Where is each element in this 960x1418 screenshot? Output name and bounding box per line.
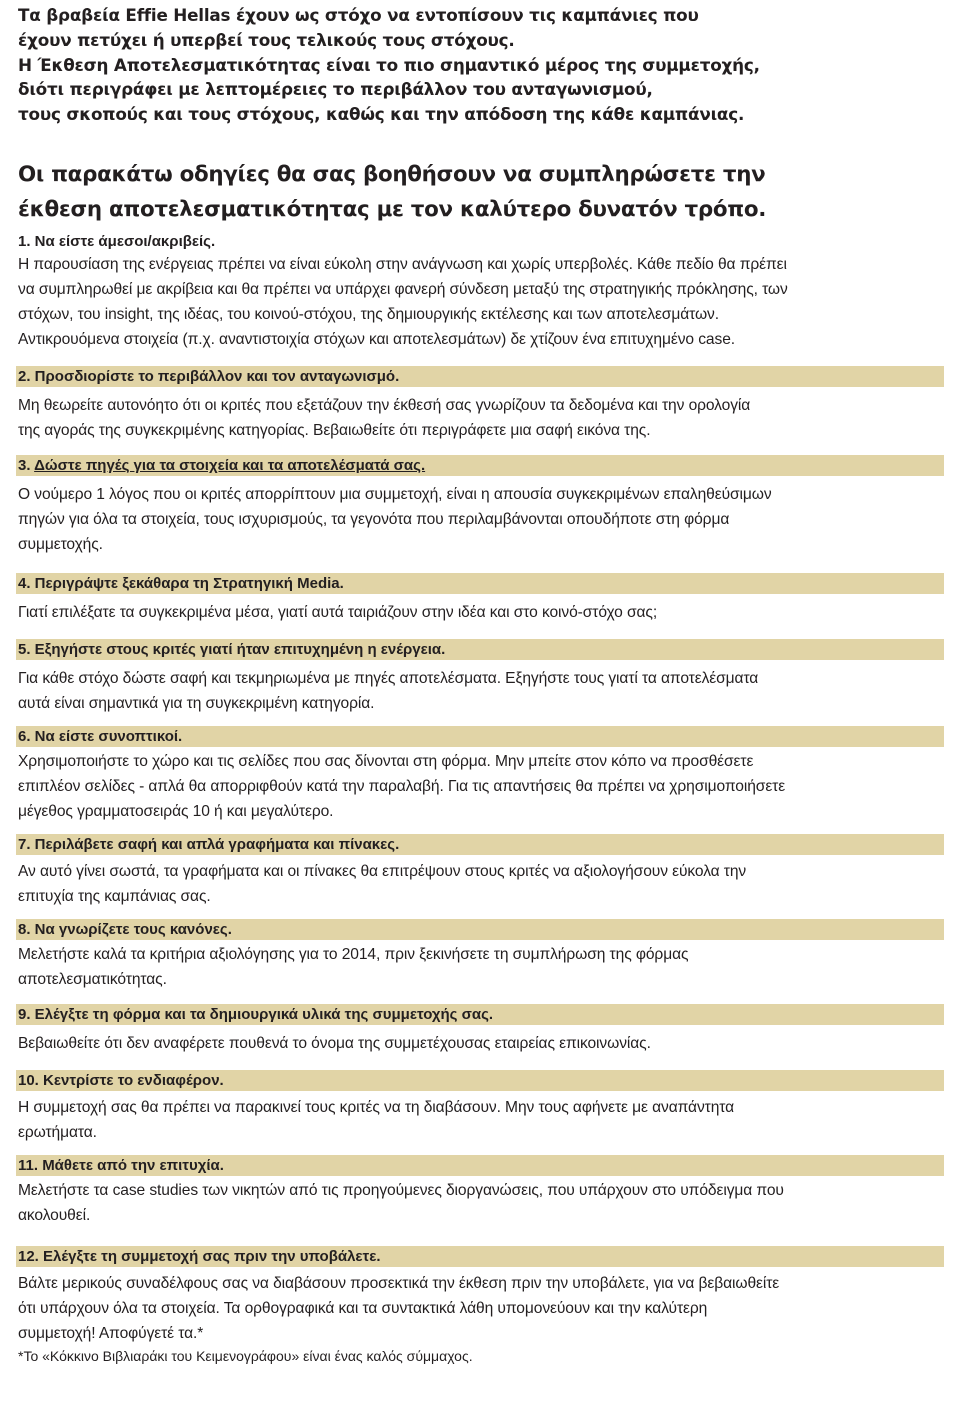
section-10 — [18, 1070, 944, 1145]
body-line: ακολουθεί. — [18, 1206, 91, 1224]
guidelines-heading — [18, 157, 944, 227]
section-12 — [18, 1246, 944, 1346]
body-line: αποτελεσματικότητας. — [18, 970, 167, 988]
section-body — [18, 1095, 944, 1145]
section-body — [18, 252, 944, 352]
body-line: Γιατί επιλέξατε τα συγκεκριμένα μέσα, γιατί αυτά ταιριάζουν στην ιδέα και στο κοινό-στόχο σας; — [18, 603, 658, 621]
section-4 — [18, 573, 944, 625]
body-line: Βάλτε μερικούς συναδέλφους σας να διαβάσουν προσεκτικά την έκθεση πριν την υποβάλετε, για να βεβαιωθείτε — [18, 1274, 780, 1292]
intro-line: Τα βραβεία Effie Hellas έχουν ως στόχο να εντοπίσουν τις καμπάνιες που — [18, 5, 699, 25]
body-line: Αντικρουόμενα στοιχεία (π.χ. αναντιστοιχία στόχων και αποτελεσμάτων) δε χτίζουν ένα επιτυχημένο case. — [18, 330, 736, 348]
section-body — [18, 942, 944, 992]
section-title: 4. Περιγράψτε ξεκάθαρα τη Στρατηγική Media. — [16, 573, 944, 594]
body-line: να συμπληρωθεί με ακρίβεια και θα πρέπει να υπάρχει φανερή σύνδεση μεταξύ της στρατηγικής πρόκλησης, των — [18, 280, 788, 298]
section-body — [18, 1031, 944, 1056]
intro-line: έχουν πετύχει ή υπερβεί τους τελικούς τους στόχους. — [18, 29, 515, 50]
body-line: ότι υπάρχουν όλα τα στοιχεία. Τα ορθογραφικά και τα συντακτικά λάθη υπομονεύουν και την καλύτερη — [18, 1299, 708, 1317]
body-line: Μελετήστε τα case studies των νικητών από τις προηγούμενες διοργανώσεις, που υπάρχουν στο υπόδειγμα που — [18, 1181, 784, 1199]
section-body — [18, 482, 944, 557]
section-7 — [18, 834, 944, 909]
section-title: 9. Ελέγξτε τη φόρμα και τα δημιουργικά υλικά της συμμετοχής σας. — [16, 1004, 944, 1025]
body-line: Μελετήστε καλά τα κριτήρια αξιολόγησης για το 2014, πριν ξεκινήσετε τη συμπλήρωση της φόρμας — [18, 945, 689, 963]
heading-line: Οι παρακάτω οδηγίες θα σας βοηθήσουν να συμπληρώσετε την — [18, 161, 766, 187]
body-line: Αν αυτό γίνει σωστά, τα γραφήματα και οι πίνακες θα επιτρέψουν στους κριτές να αξιολογήσουν εύκολα την — [18, 862, 747, 880]
body-line: ερωτήματα. — [18, 1123, 97, 1141]
section-3 — [18, 455, 944, 557]
section-title: 2. Προσδιορίστε το περιβάλλον και τον ανταγωνισμό. — [16, 366, 944, 387]
heading-line: έκθεση αποτελεσματικότητας με τον καλύτερο δυνατόν τρόπο. — [18, 196, 767, 222]
section-title: 11. Μάθετε από την επιτυχία. — [16, 1155, 944, 1176]
body-line: Η παρουσίαση της ενέργειας πρέπει να είναι εύκολη στην ανάγνωση και χωρίς υπερβολές. Κάθε πεδίο θα πρέπει — [18, 255, 787, 273]
intro-line: Η Έκθεση Αποτελεσματικότητας είναι το πιο σημαντικό μέρος της συμμετοχής, — [18, 54, 760, 75]
section-body — [18, 666, 944, 716]
document-page — [18, 0, 944, 1366]
body-line: επιπλέον σελίδες - απλά θα απορριφθούν κατά την παραλαβή. Για τις απαντήσεις θα πρέπει να χρησιμοποιήσετε — [18, 777, 786, 795]
section-8 — [18, 919, 944, 992]
section-title: 1. Να είστε άμεσοι/ακριβείς. — [18, 232, 216, 250]
intro-line: διότι περιγράφει με λεπτομέρειες το περιβάλλον του ανταγωνισμού, — [18, 79, 653, 100]
section-title: 6. Να είστε συνοπτικοί. — [16, 726, 944, 747]
body-line: πηγών για όλα τα στοιχεία, τους ισχυρισμούς, τα γεγονότα που περιλαμβάνονται οπουδήποτε στη φόρμα — [18, 510, 730, 528]
section-body — [18, 1178, 944, 1228]
section-9 — [18, 1004, 944, 1056]
section-2 — [18, 366, 944, 443]
body-line: συμμετοχή! Αποφύγετέ τα.* — [18, 1324, 204, 1342]
body-line: Χρησιμοποιήστε το χώρο και τις σελίδες που σας δίνονται στη φόρμα. Μην μπείτε στον κόπο να προσθέσετε — [18, 752, 754, 770]
section-title: 5. Εξηγήστε στους κριτές γιατί ήταν επιτυχημένη η ενέργεια. — [16, 639, 944, 660]
section-title-underlined: Δώστε πηγές για τα στοιχεία και τα αποτελέσματά σας. — [34, 456, 426, 474]
body-line: μέγεθος γραμματοσειράς 10 ή και μεγαλύτερο. — [18, 802, 334, 820]
intro-paragraph — [18, 0, 944, 127]
section-body — [18, 859, 944, 909]
section-5 — [18, 639, 944, 716]
section-body — [18, 600, 944, 625]
body-line: της αγοράς της συγκεκριμένης κατηγορίας. Βεβαιωθείτε ότι περιγράφετε μια σαφή εικόνα της. — [18, 421, 651, 439]
section-title — [16, 455, 944, 476]
body-line: Η συμμετοχή σας θα πρέπει να παρακινεί τους κριτές να τη διαβάσουν. Μην τους αφήνετε με αναπάντητα — [18, 1098, 735, 1116]
body-line: Βεβαιωθείτε ότι δεν αναφέρετε πουθενά το όνομα της συμμετέχουσας εταιρείας επικοινωνίας. — [18, 1034, 651, 1052]
intro-line: τους σκοπούς και τους στόχους, καθώς και την απόδοση της κάθε καμπάνιας. — [18, 104, 745, 125]
body-line: στόχων, του insight, της ιδέας, του κοινού-στόχου, της δημιουργικής εκτέλεσης και των αποτελεσμάτων. — [18, 305, 719, 323]
section-body — [18, 393, 944, 443]
section-title-prefix: 3. — [18, 456, 35, 474]
body-line: Για κάθε στόχο δώστε σαφή και τεκμηριωμένα με πηγές αποτελέσματα. Εξηγήστε τους γιατί τα αποτελέσματα — [18, 669, 759, 687]
section-title: 7. Περιλάβετε σαφή και απλά γραφήματα και πίνακες. — [16, 834, 944, 855]
body-line: Ο νούμερο 1 λόγος που οι κριτές απορρίπτουν μια συμμετοχή, είναι η απουσία συγκεκριμένων επαληθεύσιμων — [18, 485, 772, 503]
section-title: 10. Κεντρίστε το ενδιαφέρον. — [16, 1070, 944, 1091]
body-line: συμμετοχής. — [18, 535, 103, 553]
body-line: επιτυχία της καμπάνιας σας. — [18, 887, 211, 905]
section-6 — [18, 726, 944, 824]
body-line: αυτά είναι σημαντικά για τη συγκεκριμένη κατηγορία. — [18, 694, 375, 712]
section-11 — [18, 1155, 944, 1228]
section-title: 8. Να γνωρίζετε τους κανόνες. — [16, 919, 944, 940]
section-1 — [18, 231, 944, 352]
section-title: 12. Ελέγξτε τη συμμετοχή σας πριν την υποβάλετε. — [16, 1246, 944, 1267]
footnote: *Το «Κόκκινο Βιβλιαράκι του Κειμενογράφου» είναι ένας καλός σύμμαχος. — [18, 1347, 473, 1364]
section-body — [18, 749, 944, 824]
section-body — [18, 1271, 944, 1346]
body-line: Μη θεωρείτε αυτονόητο ότι οι κριτές που εξετάζουν την έκθεσή σας γνωρίζουν τα δεδομένα και την ορολογία — [18, 396, 751, 414]
